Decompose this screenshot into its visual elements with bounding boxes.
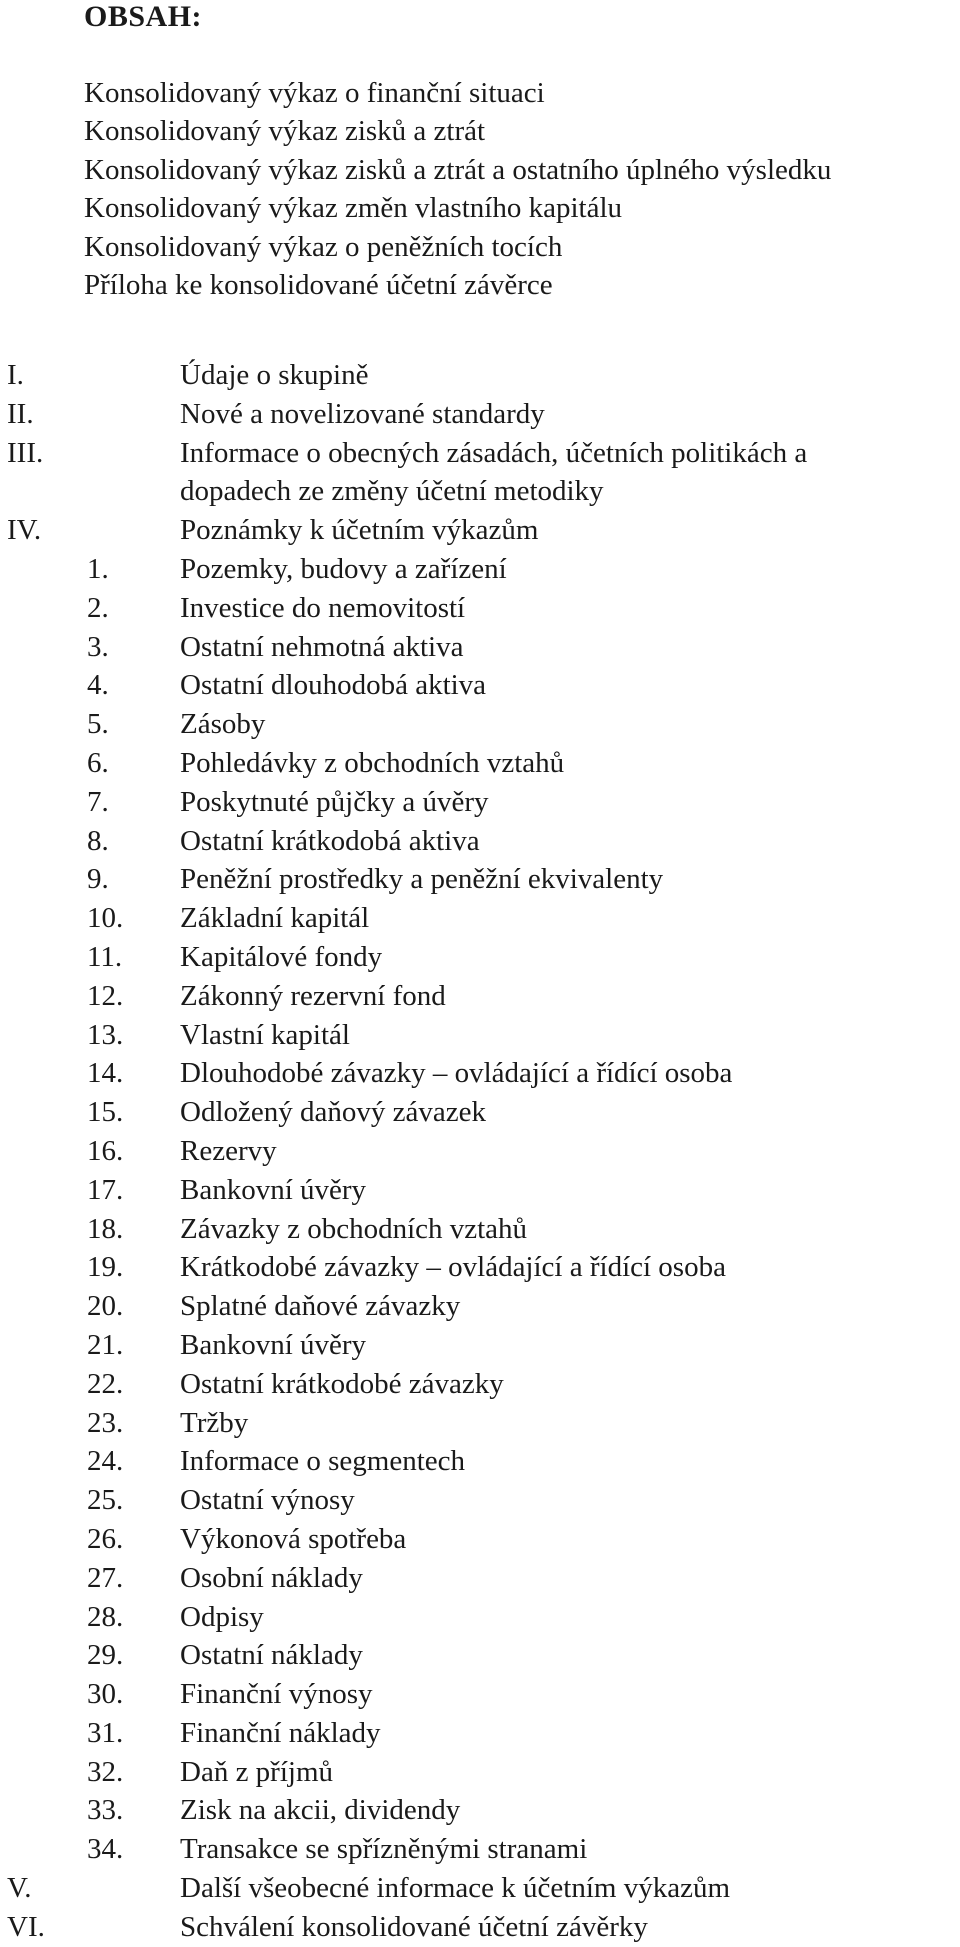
note-row [0, 1559, 960, 1598]
note-title: Výkonová spotřeba [180, 1522, 407, 1555]
note-number: 17. [87, 1173, 124, 1206]
note-number: 13. [87, 1018, 124, 1051]
note-title: Základní kapitál [180, 902, 370, 935]
statement-item: Konsolidovaný výkaz o finanční situaci [84, 77, 545, 109]
note-row [0, 977, 960, 1016]
note-row [0, 1675, 960, 1714]
section-row [0, 356, 960, 395]
section-title-line: dopadech ze změny účetní metodiky [180, 475, 604, 508]
note-row [0, 589, 960, 628]
note-row [0, 783, 960, 822]
note-title: Pohledávky z obchodních vztahů [180, 746, 565, 779]
note-number: 16. [87, 1134, 124, 1167]
note-row [0, 1093, 960, 1132]
note-title: Dlouhodobé závazky – ovládající a řídící osoba [180, 1057, 733, 1090]
note-title: Bankovní úvěry [180, 1328, 367, 1361]
note-title: Závazky z obchodních vztahů [180, 1212, 528, 1245]
note-title: Zákonný rezervní fond [180, 979, 446, 1012]
note-number: 33. [87, 1794, 124, 1827]
note-number: 14. [87, 1057, 124, 1090]
notes-list [0, 550, 960, 1869]
note-title: Ostatní dlouhodobá aktiva [180, 669, 487, 702]
note-title: Ostatní krátkodobá aktiva [180, 824, 480, 857]
note-row [0, 1753, 960, 1792]
note-row [0, 1442, 960, 1481]
note-number: 34. [87, 1833, 124, 1866]
note-title: Vlastní kapitál [180, 1018, 350, 1051]
note-title: Investice do nemovitostí [180, 591, 466, 624]
statement-item: Konsolidovaný výkaz změn vlastního kapitálu [84, 192, 623, 225]
note-number: 15. [87, 1096, 124, 1129]
table-of-contents [0, 356, 960, 1947]
note-title: Odpisy [180, 1600, 264, 1633]
note-number: 31. [87, 1716, 124, 1749]
note-row [0, 1520, 960, 1559]
note-row [0, 1714, 960, 1753]
note-number: 32. [87, 1755, 124, 1788]
section-row [0, 395, 960, 434]
note-title: Peněžní prostředky a peněžní ekvivalenty [180, 863, 664, 896]
statements-list [84, 74, 831, 304]
note-number: 24. [87, 1445, 124, 1478]
note-title: Ostatní krátkodobé závazky [180, 1367, 504, 1400]
note-row [0, 1636, 960, 1675]
note-row [0, 1287, 960, 1326]
statement-item: Konsolidovaný výkaz zisků a ztrát [84, 115, 486, 148]
note-row [0, 1791, 960, 1830]
section-title: Schválení konsolidované účetní závěrky [180, 1910, 648, 1943]
statement-item: Konsolidovaný výkaz zisků a ztrát a ostatního úplného výsledku [84, 153, 832, 186]
note-row [0, 1598, 960, 1637]
section-row [0, 1908, 960, 1947]
note-title: Osobní náklady [180, 1561, 363, 1594]
note-title: Finanční náklady [180, 1716, 381, 1749]
note-number: 2. [87, 591, 109, 624]
note-title: Splatné daňové závazky [180, 1290, 461, 1323]
note-row [0, 1210, 960, 1249]
note-number: 22. [87, 1367, 124, 1400]
note-number: 3. [87, 630, 109, 663]
note-number: 30. [87, 1678, 124, 1711]
note-number: 12. [87, 979, 124, 1012]
section-row [0, 1869, 960, 1908]
section-row [0, 511, 960, 550]
note-number: 9. [87, 863, 109, 896]
note-row [0, 1365, 960, 1404]
note-title: Ostatní nehmotná aktiva [180, 630, 464, 663]
note-row [0, 1830, 960, 1869]
note-number: 4. [87, 669, 109, 702]
note-row [0, 628, 960, 667]
note-title: Informace o segmentech [180, 1445, 466, 1478]
note-number: 19. [87, 1251, 124, 1284]
note-number: 21. [87, 1328, 124, 1361]
note-title: Odložený daňový závazek [180, 1096, 486, 1129]
note-number: 25. [87, 1484, 124, 1517]
page-title: OBSAH: [84, 0, 203, 33]
section-title: Nové a novelizované standardy [180, 397, 545, 430]
section-number: I. [7, 359, 24, 391]
note-title: Pozemky, budovy a zařízení [180, 552, 507, 585]
note-number: 10. [87, 902, 124, 935]
section-title-line: Informace o obecných zásadách, účetních politikách a [180, 436, 808, 469]
note-title: Transakce se spřízněnými stranami [180, 1833, 588, 1866]
note-title: Ostatní výnosy [180, 1484, 355, 1517]
note-title: Tržby [180, 1406, 249, 1439]
note-row [0, 1248, 960, 1287]
note-title: Zisk na akcii, dividendy [180, 1794, 461, 1827]
note-number: 6. [87, 746, 109, 779]
note-number: 27. [87, 1561, 124, 1594]
note-title: Ostatní náklady [180, 1639, 363, 1672]
section-number: II. [7, 397, 34, 430]
note-row [0, 705, 960, 744]
note-row [0, 550, 960, 589]
section-title: Poznámky k účetním výkazům [180, 514, 539, 547]
note-number: 8. [87, 824, 109, 857]
note-row [0, 1016, 960, 1055]
note-number: 5. [87, 708, 109, 741]
note-row [0, 1132, 960, 1171]
note-number: 28. [87, 1600, 124, 1633]
note-title: Rezervy [180, 1134, 277, 1167]
note-number: 20. [87, 1290, 124, 1323]
note-title: Kapitálové fondy [180, 940, 383, 973]
note-row [0, 1054, 960, 1093]
statement-item: Konsolidovaný výkaz o peněžních tocích [84, 230, 563, 263]
note-row [0, 938, 960, 977]
note-number: 23. [87, 1406, 124, 1439]
note-title: Bankovní úvěry [180, 1173, 367, 1206]
note-number: 18. [87, 1212, 124, 1245]
note-row [0, 744, 960, 783]
section-number: IV. [7, 514, 42, 547]
note-number: 7. [87, 785, 109, 818]
section-row [0, 434, 960, 512]
section-title: Další všeobecné informace k účetním výkazům [180, 1872, 730, 1905]
note-title: Poskytnuté půjčky a úvěry [180, 785, 489, 818]
note-title: Krátkodobé závazky – ovládající a řídící osoba [180, 1251, 726, 1284]
note-title: Daň z příjmů [180, 1755, 334, 1788]
note-number: 29. [87, 1639, 124, 1672]
section-number: V. [7, 1872, 32, 1905]
note-row [0, 1171, 960, 1210]
note-row [0, 899, 960, 938]
note-number: 11. [87, 940, 123, 973]
note-row [0, 666, 960, 705]
section-number: VI. [7, 1910, 45, 1943]
note-row [0, 1481, 960, 1520]
note-number: 1. [87, 552, 109, 585]
statement-item: Příloha ke konsolidované účetní závěrce [84, 268, 553, 301]
note-title: Zásoby [180, 708, 266, 741]
note-row [0, 860, 960, 899]
section-title [180, 434, 940, 512]
note-number: 26. [87, 1522, 124, 1555]
note-row [0, 822, 960, 861]
section-title: Údaje o skupině [180, 359, 369, 391]
note-row [0, 1404, 960, 1443]
section-number: III. [7, 436, 44, 469]
note-row [0, 1326, 960, 1365]
note-title: Finanční výnosy [180, 1678, 373, 1711]
